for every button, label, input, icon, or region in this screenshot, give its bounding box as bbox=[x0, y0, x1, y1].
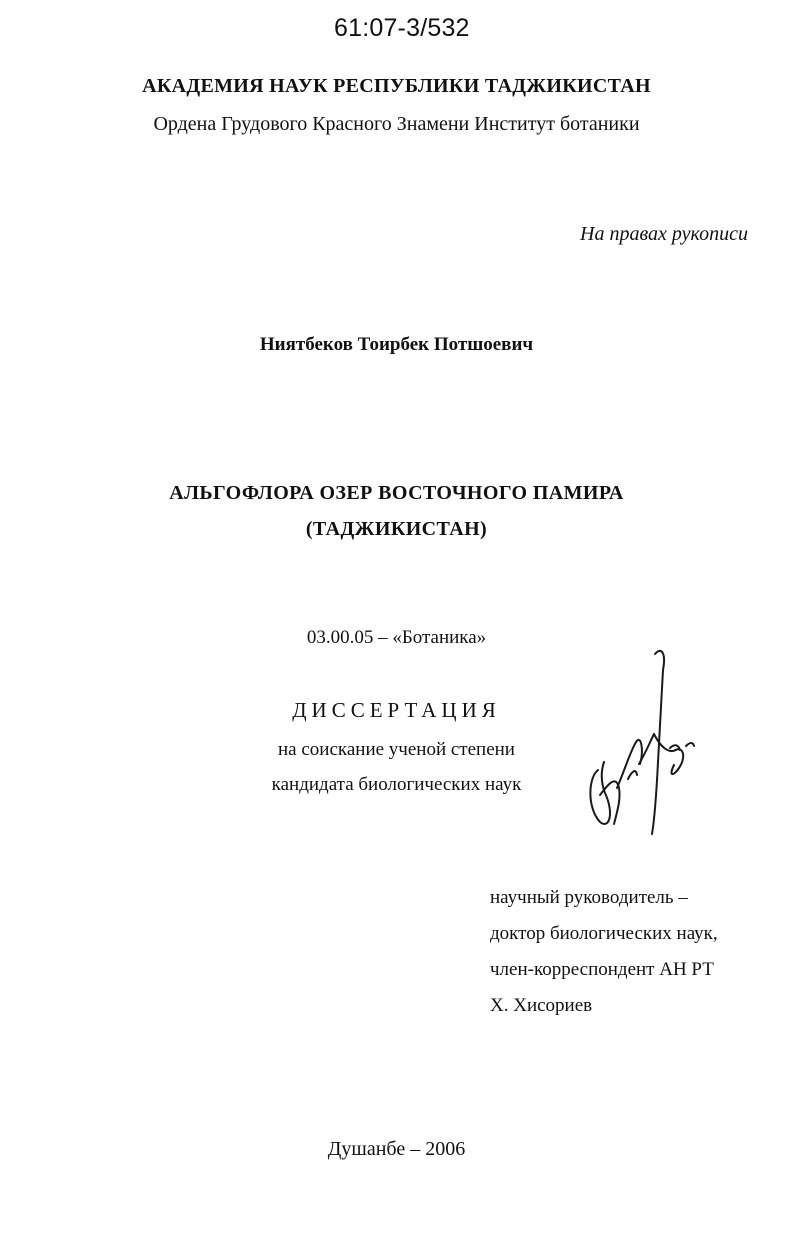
work-type-heading: ДИССЕРТАЦИЯ bbox=[292, 698, 501, 722]
supervisor-membership: член-корреспондент АН РТ bbox=[490, 959, 714, 980]
supervisor-block bbox=[490, 887, 718, 1031]
academy-heading: АКАДЕМИЯ НАУК РЕСПУБЛИКИ ТАДЖИКИСТАН bbox=[142, 75, 651, 97]
rights-note: На правах рукописи bbox=[580, 223, 748, 245]
dissertation-title-line-2: (ТАДЖИКИСТАН) bbox=[305, 518, 488, 540]
dissertation-title-line-1: АЛЬГОФЛОРА ОЗЕР ВОСТОЧНОГО ПАМИРА bbox=[169, 482, 624, 504]
degree-line-1: на соискание ученой степени bbox=[278, 739, 515, 760]
supervisor-name: Х. Хисориев bbox=[490, 995, 593, 1016]
handwritten-signature-icon bbox=[580, 642, 700, 842]
supervisor-degree: доктор биологических наук, bbox=[490, 923, 718, 944]
catalog-code: 61:07-3/532 bbox=[334, 14, 470, 42]
institute-name: Ордена Грудового Красного Знамени Институт ботаники bbox=[153, 113, 640, 135]
city-year: Душанбе – 2006 bbox=[327, 1138, 466, 1160]
supervisor-role: научный руководитель – bbox=[490, 887, 688, 908]
degree-line-2: кандидата биологических наук bbox=[271, 774, 522, 795]
author-name: Ниятбеков Тоирбек Потшоевич bbox=[259, 334, 534, 355]
specialty-code: 03.00.05 – «Ботаника» bbox=[306, 627, 487, 648]
